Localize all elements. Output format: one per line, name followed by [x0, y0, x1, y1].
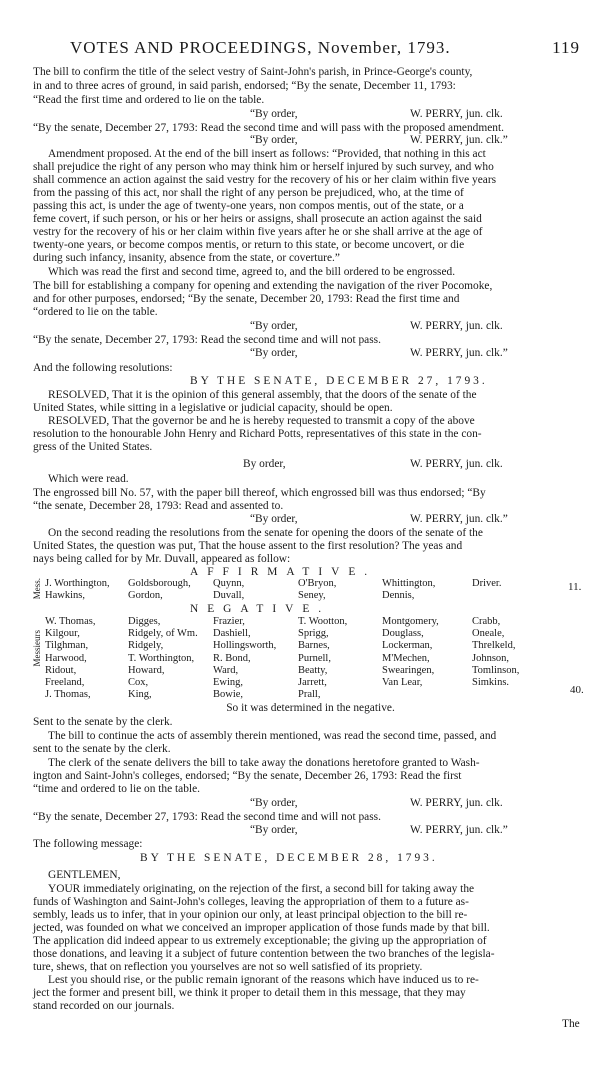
clerk-signature: W. PERRY, jun. clk. — [410, 320, 503, 332]
voter-name: Driver. — [472, 578, 502, 589]
text-line: Which were read. — [48, 473, 129, 485]
text-line: The bill for establishing a company for opening and extending the navigation of the river Pocomoke, — [33, 280, 493, 292]
clerk-signature: W. PERRY, jun. clk. — [410, 797, 503, 809]
voter-name: Ewing, — [213, 677, 244, 688]
text-line: and for other purposes, endorsed; “By the senate, December 20, 1793: Read the first time and — [33, 293, 460, 305]
page-title: VOTES AND PROCEEDINGS, November, 1793. — [70, 38, 451, 57]
voter-name: Jarrett, — [298, 677, 327, 688]
text-line: feme covert, if such person, or his or her heirs or assigns, shall prosecute an action against the said — [33, 213, 482, 225]
clerk-signature: W. PERRY, jun. clk.” — [410, 347, 508, 359]
text-line: “By the senate, December 27, 1793: Read the second time and will pass with the proposed amendment. — [33, 122, 505, 134]
messieurs-label: Messieurs — [32, 630, 42, 667]
by-order: “By order, — [250, 513, 298, 525]
voter-name: T. Worthington, — [128, 652, 195, 664]
voter-name: Gordon, — [128, 590, 163, 601]
voter-name: Sprigg, — [298, 628, 329, 640]
affirmative-heading: AFFIRMATIVE. — [190, 566, 377, 578]
voter-name: Prall, — [298, 689, 321, 701]
voter-name: Douglass, — [382, 628, 424, 640]
voter-name: Barnes, — [298, 640, 330, 652]
text-line: from the passing of this act, nor shall the right of any person be prejudiced, who, at the time of — [33, 187, 464, 199]
by-order: “By order, — [250, 134, 298, 146]
clerk-signature: W. PERRY, jun. clk. — [410, 108, 503, 120]
text-line: Amendment proposed. At the end of the bill insert as follows: “Provided, that nothing in this act — [48, 148, 486, 160]
voter-name: M'Mechen, — [382, 652, 430, 664]
text-line: YOUR immediately originating, on the rejection of the first, a second bill for taking away the — [48, 883, 475, 895]
text-line: resolution to the honourable John Henry and Richard Potts, representatives of this state in the con- — [33, 428, 482, 440]
text-line: passing this act, is under the age of twenty-one years, non compos mentis, out of the state, or a — [33, 200, 464, 212]
voter-name: Johnson, — [472, 652, 510, 664]
text-line: The bill to confirm the title of the select vestry of Saint-John's parish, in Prince-George's county, — [33, 66, 473, 78]
text-line: So it was determined in the negative. — [226, 702, 395, 714]
running-header — [60, 38, 580, 62]
voter-name: Lockerman, — [382, 640, 433, 652]
voter-name: Goldsborough, — [128, 578, 191, 589]
text-line: sent to the senate by the clerk. — [33, 743, 171, 755]
voter-name: Dashiell, — [213, 628, 251, 640]
text-line: “time and ordered to lie on the table. — [33, 783, 200, 795]
by-order: “By order, — [250, 797, 298, 809]
text-line: Lest you should rise, or the public remain ignorant of the reasons which have induced us to re- — [48, 974, 479, 986]
clerk-signature: W. PERRY, jun. clk. — [410, 458, 503, 470]
text-line: United States, the question was put, That the house assent to the first resolution? The yeas and — [33, 540, 463, 552]
voter-name: Cox, — [128, 677, 149, 688]
voter-name: Beatty, — [298, 664, 328, 676]
text-line: The bill to continue the acts of assembly therein mentioned, was read the second time, passed, and — [48, 730, 497, 742]
clerk-signature: W. PERRY, jun. clk.” — [410, 513, 508, 525]
text-line: Which was read the first and second time, agreed to, and the bill ordered to be engrossed. — [48, 266, 456, 278]
senate-heading: BY THE SENATE, DECEMBER 28, 1793. — [140, 852, 438, 864]
text-line: The engrossed bill No. 57, with the paper bill thereof, which engrossed bill was thus endorsed; “By — [33, 487, 486, 499]
messrs-label: Mess. — [32, 578, 42, 600]
voter-name: Harwood, — [45, 652, 87, 664]
voter-name: J. Worthington, — [45, 578, 110, 589]
text-line: ington and Saint-John's colleges, endorsed; “By the senate, December 26, 1793: Read the first — [33, 770, 462, 782]
text-line: United States, while sitting in a legislative or judicial capacity, should be open. — [33, 402, 393, 414]
voter-name: Duvall, — [213, 590, 245, 601]
voter-name: Digges, — [128, 616, 161, 627]
voter-name: Seney, — [298, 590, 326, 601]
negative-heading: NEGATIVE. — [190, 603, 331, 615]
voter-name: Frazier, — [213, 616, 245, 627]
voter-name: Oneale, — [472, 628, 505, 640]
by-order: “By order, — [250, 108, 298, 120]
voter-name: Ward, — [213, 664, 239, 676]
text-line: those donations, and leaving it a subject of future contention between the two branches of the legisla- — [33, 948, 495, 960]
voter-name: R. Bond, — [213, 652, 251, 664]
text-line: RESOLVED, That the governor be and he is hereby requested to transmit a copy of the above — [48, 415, 475, 427]
voter-name: J. Thomas, — [45, 689, 91, 701]
text-line: “By the senate, December 27, 1793: Read the second time and will not pass. — [33, 811, 381, 823]
text-line: RESOLVED, That it is the opinion of this general assembly, that the doors of the senate of the — [48, 389, 477, 401]
text-line: in and to three acres of ground, in said parish, endorsed; “By the senate, December 11, 1793: — [33, 80, 456, 92]
catchword: The — [562, 1018, 580, 1030]
voter-name: Swearingen, — [382, 664, 435, 676]
voter-name: T. Wootton, — [298, 616, 348, 627]
negative-count: 40. — [570, 684, 584, 696]
voter-name: Van Lear, — [382, 677, 423, 688]
voter-name: Threlkeld, — [472, 640, 516, 652]
by-order: “By order, — [250, 320, 298, 332]
voter-name: Hollingsworth, — [213, 640, 277, 652]
voter-name: Dennis, — [382, 590, 415, 601]
voter-name: Tomlinson, — [472, 664, 520, 676]
affirmative-count: 11. — [568, 581, 582, 593]
voter-name: Whittington, — [382, 578, 436, 589]
text-line: vestry for the recovery of his or her claim within five years after he or she shall arrive at the age of — [33, 226, 483, 238]
senate-heading: BY THE SENATE, DECEMBER 27, 1793. — [190, 375, 488, 387]
by-order: “By order, — [250, 824, 298, 836]
voter-name: W. Thomas, — [45, 616, 96, 627]
voter-name: Simkins. — [472, 677, 510, 688]
text-line: “ordered to lie on the table. — [33, 306, 158, 318]
text-line: On the second reading the resolutions from the senate for opening the doors of the senate of the — [48, 527, 483, 539]
voter-name: Ridgely, of Wm. — [128, 628, 198, 640]
salutation: GENTLEMEN, — [48, 869, 121, 881]
text-line: Sent to the senate by the clerk. — [33, 716, 173, 728]
text-line: “Read the first time and ordered to lie on the table. — [33, 94, 265, 106]
text-line: sembly, leads us to infer, that in your opinion our only, at least principal objection to the bill re- — [33, 909, 468, 921]
text-line: funds of Washington and Saint-John's colleges, leaving the appropriation of them to a future as- — [33, 896, 469, 908]
by-order: “By order, — [250, 347, 298, 359]
voter-name: King, — [128, 689, 152, 701]
text-line: The following message: — [33, 838, 143, 850]
voter-name: Quynn, — [213, 578, 245, 589]
text-line: “the senate, December 28, 1793: Read and assented to. — [33, 500, 284, 512]
text-line: jected, was founded on what we conceived an improper application of those funds made by that bill. — [33, 922, 490, 934]
text-line: gress of the United States. — [33, 441, 153, 453]
voter-name: Hawkins, — [45, 590, 85, 601]
clerk-signature: W. PERRY, jun. clk.” — [410, 824, 508, 836]
voter-name: Montgomery, — [382, 616, 439, 627]
text-line: stand recorded on our journals. — [33, 1000, 175, 1012]
text-line: during such infancy, insanity, absence from the state, or coverture.” — [33, 252, 340, 264]
text-line: The clerk of the senate delivers the bill to take away the donations heretofore granted to Wash- — [48, 757, 480, 769]
text-line: twenty-one years, or become compos mentis, or return to this state, or become uncovert, or die — [33, 239, 465, 251]
voter-name: Tilghman, — [45, 640, 89, 652]
voter-name: Freeland, — [45, 677, 85, 688]
page-number: 119 — [552, 38, 580, 57]
text-line: ject the former and present bill, we think it proper to detail them in this message, that they may — [33, 987, 466, 999]
text-line: shall commence an action against the said vestry for the recovery of his or her claim within five years — [33, 174, 497, 186]
by-order: By order, — [243, 458, 286, 470]
voter-name: O'Bryon, — [298, 578, 337, 589]
text-line: The application did indeed appear to us extremely exceptionable; the giving up the appropriation of — [33, 935, 487, 947]
voter-name: Howard, — [128, 664, 165, 676]
text-line: ture, shews, that on reflection you yourselves are not so well satisfied of its propriety. — [33, 961, 423, 973]
text-line: shall prejudice the right of any person who may think him or herself injured by such survey, and who — [33, 161, 494, 173]
voter-name: Ridgely, — [128, 640, 164, 652]
voter-name: Bowie, — [213, 689, 244, 701]
text-line: And the following resolutions: — [33, 362, 173, 374]
text-line: nays being called for by Mr. Duvall, appeared as follow: — [33, 553, 291, 565]
clerk-signature: W. PERRY, jun. clk.” — [410, 134, 508, 146]
voter-name: Kilgour, — [45, 628, 80, 640]
text-line: “By the senate, December 27, 1793: Read the second time and will not pass. — [33, 334, 381, 346]
voter-name: Purnell, — [298, 652, 331, 664]
voter-name: Ridout, — [45, 664, 77, 676]
voter-name: Crabb, — [472, 616, 501, 627]
